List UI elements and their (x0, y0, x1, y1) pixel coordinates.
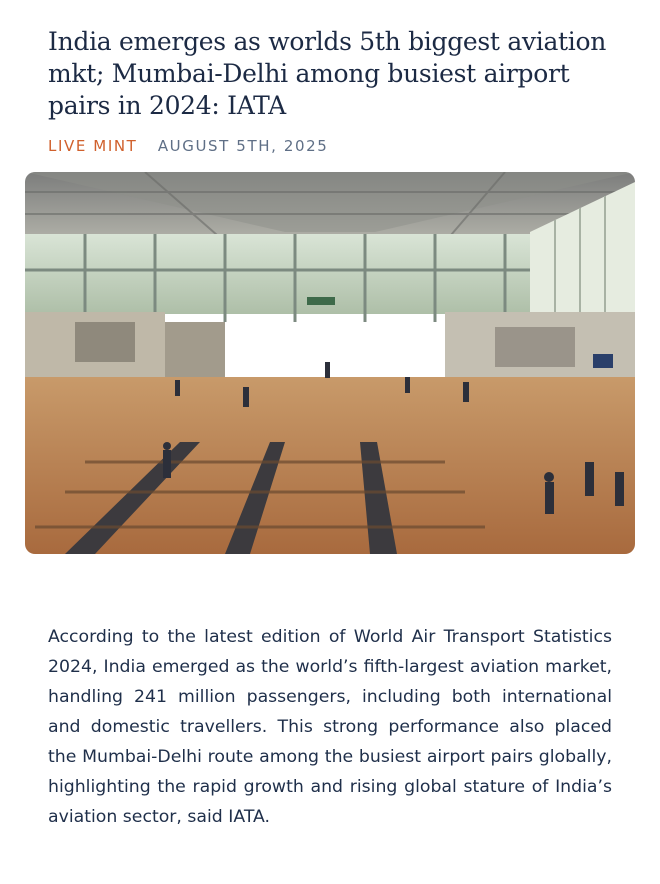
article-headline: India emerges as worlds 5th biggest aviation mkt; Mumbai-Delhi among busiest airport pairs in 2024: IATA (48, 27, 607, 120)
article-photo (25, 172, 635, 554)
publish-date: AUGUST 5TH, 2025 (157, 137, 329, 155)
airport-terminal-image (25, 172, 635, 554)
source-label[interactable]: LIVE MINT (48, 137, 138, 155)
article-meta (48, 137, 328, 155)
article-body: According to the latest edition of World Air Transport Statistics 2024, India emerged as the world’s fifth-largest aviation market, handling 241 million passengers, including both international and domestic travellers. This strong performance also placed the Mumbai-Delhi route among the busiest airport pairs globally, highlighting the rapid growth and rising global stature of India’s aviation sector, said IATA. (48, 627, 612, 827)
